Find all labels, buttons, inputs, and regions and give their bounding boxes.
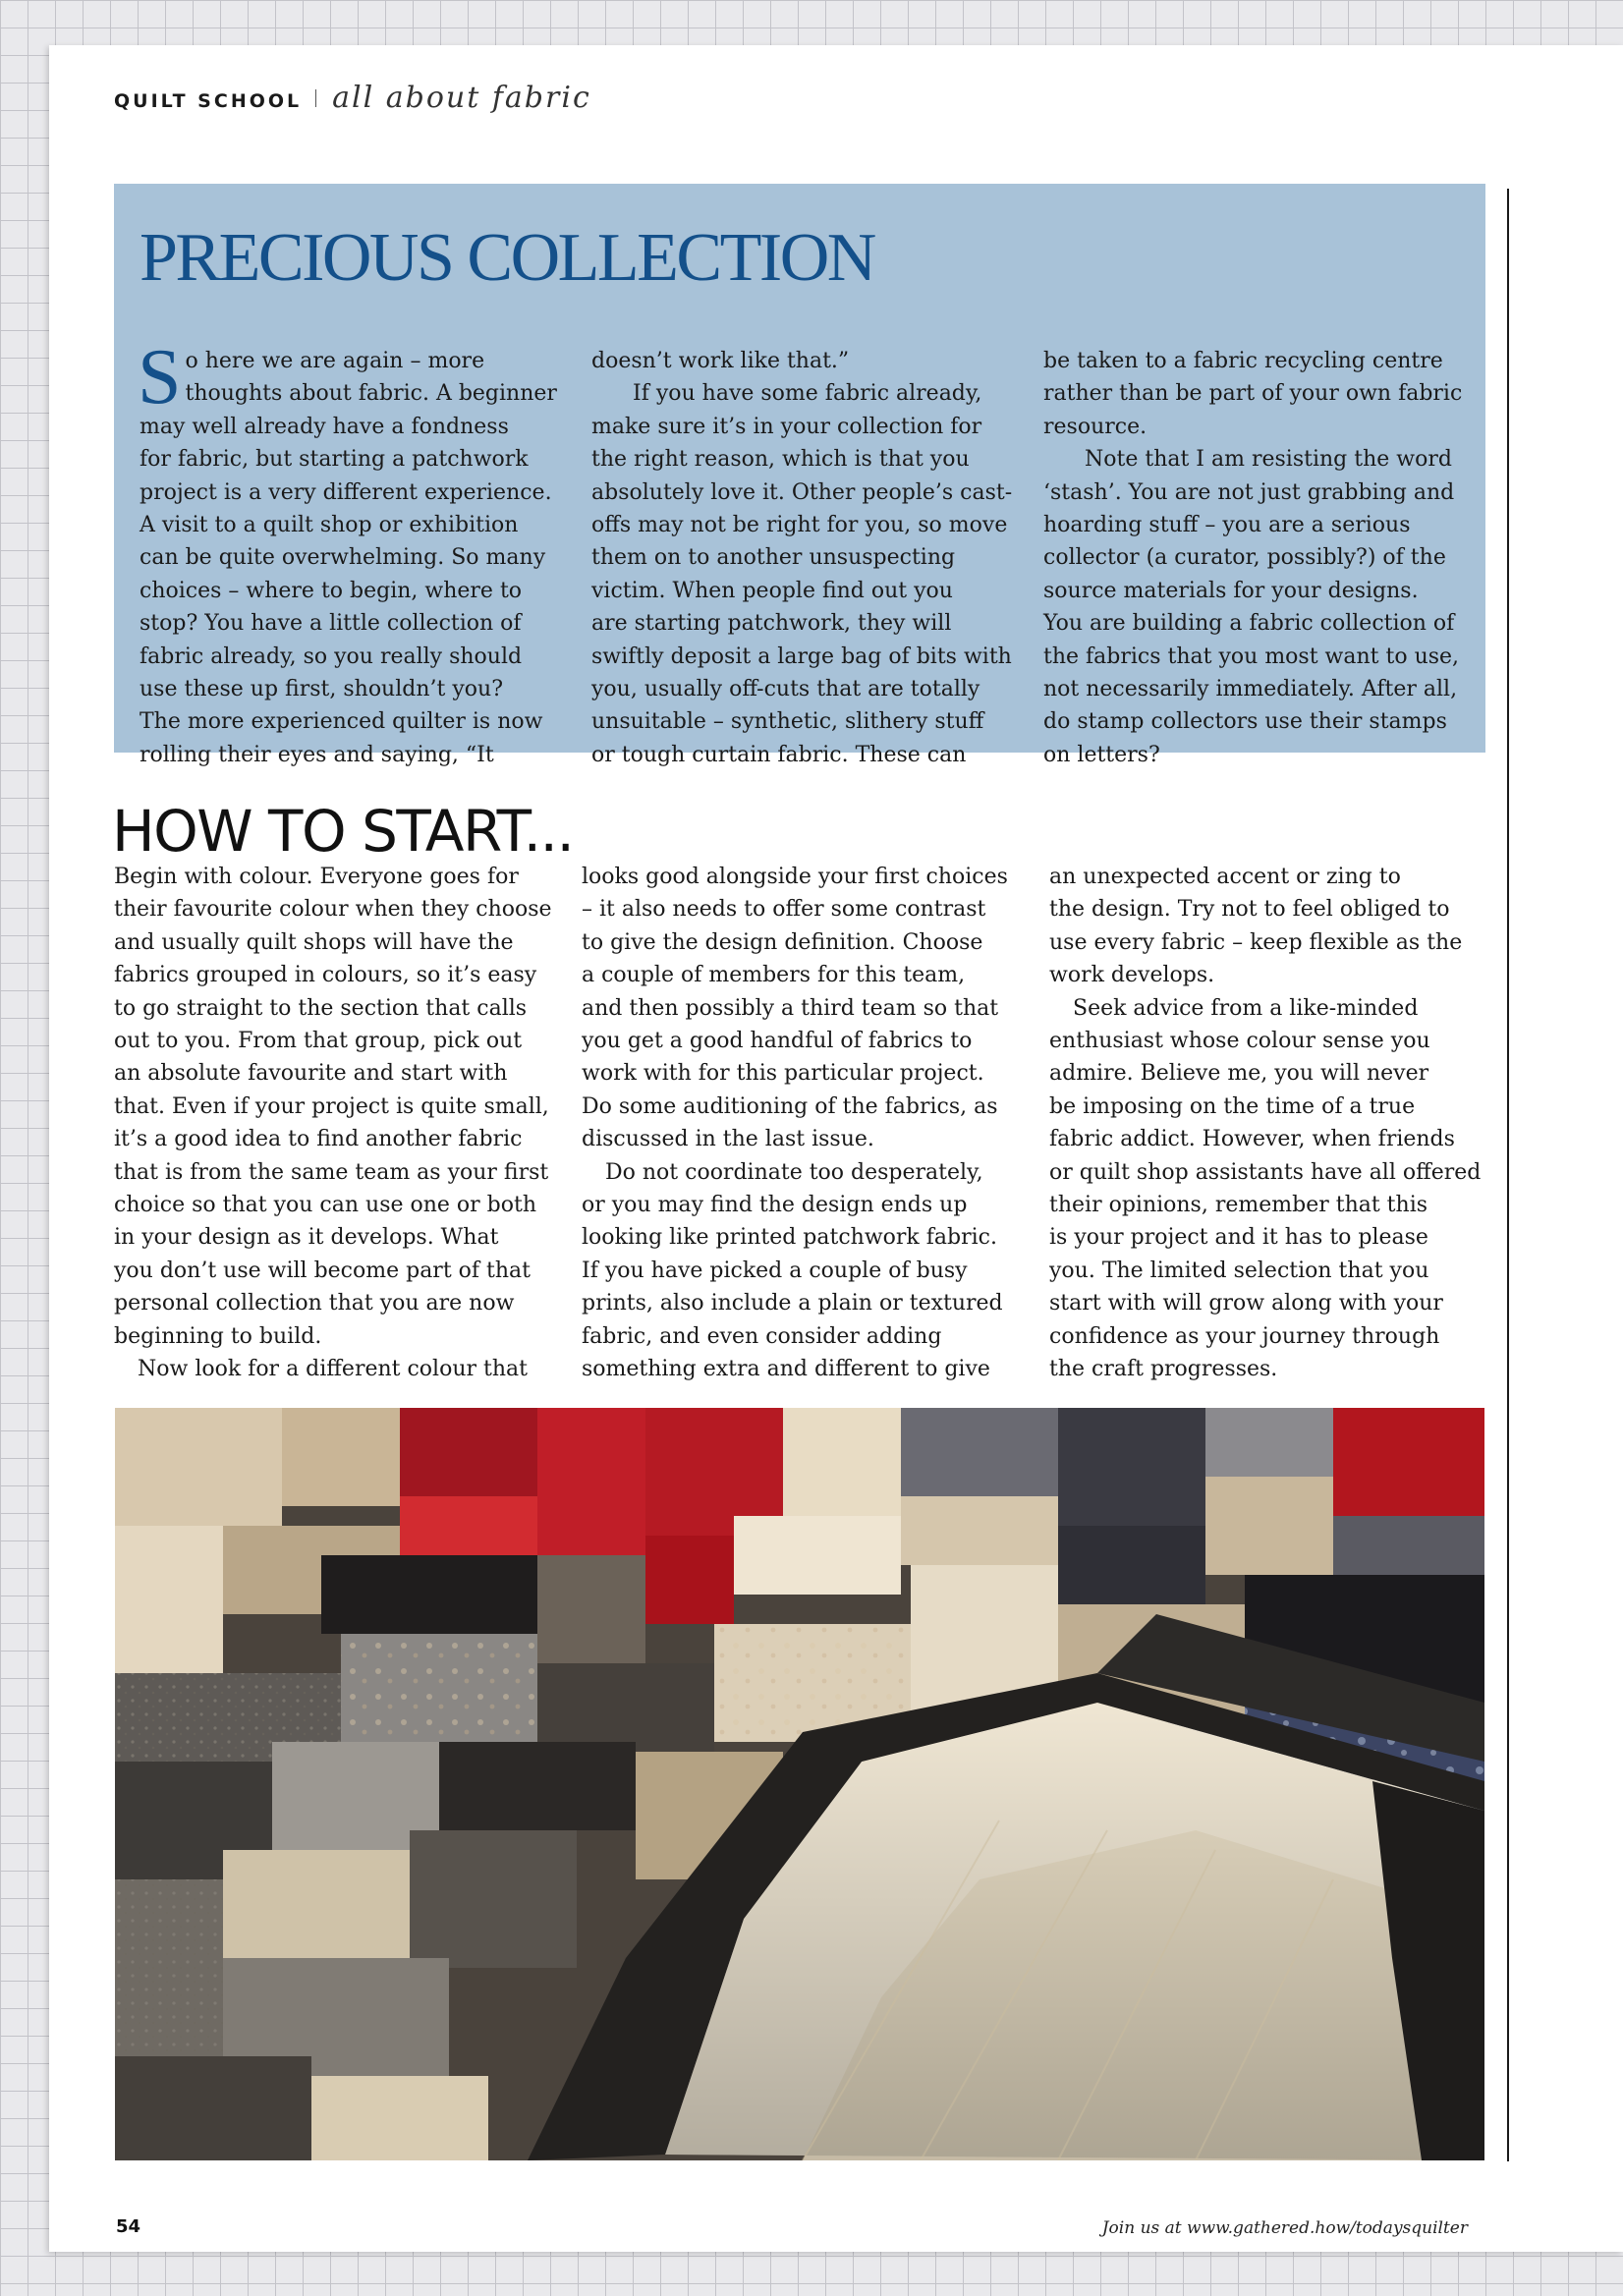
text-line: are starting patchwork, they will xyxy=(591,611,952,637)
text-line: fabric, and even consider adding xyxy=(582,1323,942,1349)
precious-collection-box xyxy=(114,184,1485,767)
text-line: work with for this particular project. xyxy=(582,1061,984,1087)
patch xyxy=(115,1526,223,1673)
text-line: If you have some fabric already, xyxy=(633,381,982,407)
patch xyxy=(1205,1408,1333,1477)
patch-print xyxy=(341,1634,537,1742)
text-line: and usually quilt shops will have the xyxy=(114,929,514,955)
text-line: be taken to a fabric recycling centre xyxy=(1043,349,1443,373)
text-line: and then possibly a third team so that xyxy=(582,995,999,1021)
text-line: do stamp collectors use their stamps xyxy=(1043,709,1447,735)
text-line: looks good alongside your first choices xyxy=(582,865,1008,889)
text-line: to go straight to the section that calls xyxy=(114,995,528,1021)
text-line: thoughts about fabric. A beginner xyxy=(185,381,557,407)
howto-column-3 xyxy=(1049,861,1501,1386)
footer-tagline: Join us at www.gathered.how/todaysquilter xyxy=(1101,2218,1468,2238)
text-line: may well already have a fondness xyxy=(140,414,509,439)
text-line: fabric already, so you really should xyxy=(140,644,523,669)
text-line: make sure it’s in your collection for xyxy=(591,414,982,439)
text-line: not necessarily immediately. After all, xyxy=(1043,677,1458,702)
patch xyxy=(783,1408,901,1516)
text-line: ‘stash’. You are not just grabbing and xyxy=(1043,479,1455,505)
text-line: source materials for your designs. xyxy=(1043,578,1419,603)
patch xyxy=(1058,1526,1205,1604)
text-line: enthusiast whose colour sense you xyxy=(1049,1029,1430,1054)
patch xyxy=(400,1408,537,1496)
text-line: you, usually off-cuts that are totally xyxy=(591,677,980,702)
patch xyxy=(311,2076,488,2160)
howto-column-1 xyxy=(114,861,566,1386)
text-line: fabric addict. However, when friends xyxy=(1049,1127,1455,1152)
text-line: prints, also include a plain or textured xyxy=(582,1291,1003,1316)
header-topic: all about fabric xyxy=(332,81,591,115)
header-divider xyxy=(315,89,316,107)
page-number: 54 xyxy=(116,2216,141,2237)
box-column-3 xyxy=(1043,345,1476,771)
text-line: hoarding stuff – you are a serious xyxy=(1043,513,1411,538)
text-line: for fabric, but starting a patchwork xyxy=(140,447,529,473)
text-line: in your design as it develops. What xyxy=(114,1225,499,1251)
text-line: fabrics grouped in colours, so it’s easy xyxy=(114,963,537,988)
text-line: can be quite overwhelming. So many xyxy=(140,545,546,571)
text-line: use every fabric – keep flexible as the xyxy=(1049,929,1463,955)
text-line: work develops. xyxy=(1049,963,1215,988)
text-line: choice so that you can use one or both xyxy=(114,1193,537,1218)
text-line: beginning to build. xyxy=(114,1323,322,1349)
box-heading: PRECIOUS COLLECTION xyxy=(140,220,874,296)
text-line: the craft progresses. xyxy=(1049,1357,1278,1382)
text-line: an absolute favourite and start with xyxy=(114,1061,508,1087)
text-line: to give the design definition. Choose xyxy=(582,929,983,955)
text-line: you. The limited selection that you xyxy=(1049,1258,1429,1283)
patch xyxy=(1205,1477,1333,1575)
text-line: is your project and it has to please xyxy=(1049,1225,1428,1251)
text-line: Note that I am resisting the word xyxy=(1085,447,1452,473)
text-line: offs may not be right for you, so move xyxy=(591,513,1008,538)
patch xyxy=(1058,1408,1205,1526)
text-line: you don’t use will become part of that xyxy=(114,1258,532,1283)
text-line: Do not coordinate too desperately, xyxy=(605,1159,983,1185)
howto-column-2 xyxy=(582,861,1034,1386)
patch xyxy=(321,1555,537,1634)
text-line: Do some auditioning of the fabrics, as xyxy=(582,1093,998,1119)
text-line: personal collection that you are now xyxy=(114,1291,515,1316)
text-line: that. Even if your project is quite small, xyxy=(114,1093,549,1119)
text-line: Now look for a different colour that xyxy=(138,1357,528,1382)
text-line: that is from the same team as your first xyxy=(114,1159,549,1185)
patch xyxy=(115,2056,311,2160)
patch xyxy=(537,1663,714,1752)
text-line: something extra and different to give xyxy=(582,1357,990,1382)
text-line: choices – where to begin, where to xyxy=(140,578,523,603)
text-line: doesn’t work like that.” xyxy=(591,349,850,373)
patch xyxy=(645,1536,734,1624)
text-line: o here we are again – more xyxy=(185,349,485,373)
text-line: The more experienced quilter is now xyxy=(140,709,543,735)
text-line: you get a good handful of fabrics to xyxy=(582,1029,973,1054)
box-column-1 xyxy=(138,334,572,771)
text-line: collector (a curator, possibly?) of the xyxy=(1043,545,1446,571)
text-line: rolling their eyes and saying, “It xyxy=(140,742,494,767)
text-line: the design. Try not to feel obliged to xyxy=(1049,897,1450,923)
column-rule xyxy=(1507,189,1509,2161)
patch xyxy=(901,1496,1058,1565)
magazine-page xyxy=(49,45,1623,2252)
text-line: be imposing on the time of a true xyxy=(1049,1093,1416,1119)
patch-print xyxy=(115,1879,223,2056)
patch xyxy=(901,1408,1058,1496)
patch xyxy=(734,1516,901,1595)
text-line: swiftly deposit a large bag of bits with xyxy=(591,644,1012,669)
box-column-2 xyxy=(591,345,1024,771)
text-line: their favourite colour when they choose xyxy=(114,897,552,923)
text-line: Seek advice from a like-minded xyxy=(1073,995,1419,1021)
patch xyxy=(537,1408,645,1555)
text-line: discussed in the last issue. xyxy=(582,1127,874,1152)
patch xyxy=(282,1408,400,1506)
text-line: or tough curtain fabric. These can xyxy=(591,742,967,767)
text-line: use these up first, shouldn’t you? xyxy=(140,677,503,702)
text-line: admire. Believe me, you will never xyxy=(1049,1061,1429,1087)
text-line: – it also needs to offer some contrast xyxy=(582,897,986,923)
text-line: a couple of members for this team, xyxy=(582,963,966,988)
patch xyxy=(223,1850,410,1958)
text-line: or you may find the design ends up xyxy=(582,1193,968,1218)
text-line: project is a very different experience. xyxy=(140,479,552,505)
header-section-label: QUILT SCHOOL xyxy=(114,90,303,112)
text-line: an unexpected accent or zing to xyxy=(1049,865,1401,889)
patch xyxy=(439,1742,636,1830)
text-line: their opinions, remember that this xyxy=(1049,1193,1428,1218)
text-line: rather than be part of your own fabric xyxy=(1043,381,1463,407)
text-line: A visit to a quilt shop or exhibition xyxy=(140,513,519,538)
patch xyxy=(1333,1408,1484,1516)
text-line: the fabrics that you most want to use, xyxy=(1043,644,1460,669)
patch xyxy=(537,1555,645,1663)
quilt-photo xyxy=(115,1408,1484,2160)
text-line: or quilt shop assistants have all offered xyxy=(1049,1159,1482,1185)
text-line: the right reason, which is that you xyxy=(591,447,970,473)
drop-cap: S xyxy=(138,334,182,420)
text-line: looking like printed patchwork fabric. xyxy=(582,1225,997,1251)
running-header xyxy=(114,81,591,115)
patch xyxy=(115,1408,282,1526)
text-line: absolutely love it. Other people’s cast- xyxy=(591,479,1013,505)
quilt-illustration xyxy=(115,1408,1484,2160)
text-line: Begin with colour. Everyone goes for xyxy=(114,865,519,889)
text-line: If you have picked a couple of busy xyxy=(582,1258,968,1283)
text-line: start with will grow along with your xyxy=(1049,1291,1443,1316)
text-line: them on to another unsuspecting xyxy=(591,545,956,571)
text-line: victim. When people find out you xyxy=(591,578,953,603)
how-to-start-heading: HOW TO START... xyxy=(112,798,574,865)
text-line: confidence as your journey through xyxy=(1049,1323,1440,1349)
text-line: on letters? xyxy=(1043,742,1160,767)
text-line: it’s a good idea to find another fabric xyxy=(114,1127,523,1152)
text-line: stop? You have a little collection of xyxy=(140,611,522,637)
text-line: resource. xyxy=(1043,414,1147,439)
text-line: out to you. From that group, pick out xyxy=(114,1029,523,1054)
patch xyxy=(410,1830,577,1968)
text-line: unsuitable – synthetic, slithery stuff xyxy=(591,709,984,735)
text-line: You are building a fabric collection of xyxy=(1043,611,1455,637)
